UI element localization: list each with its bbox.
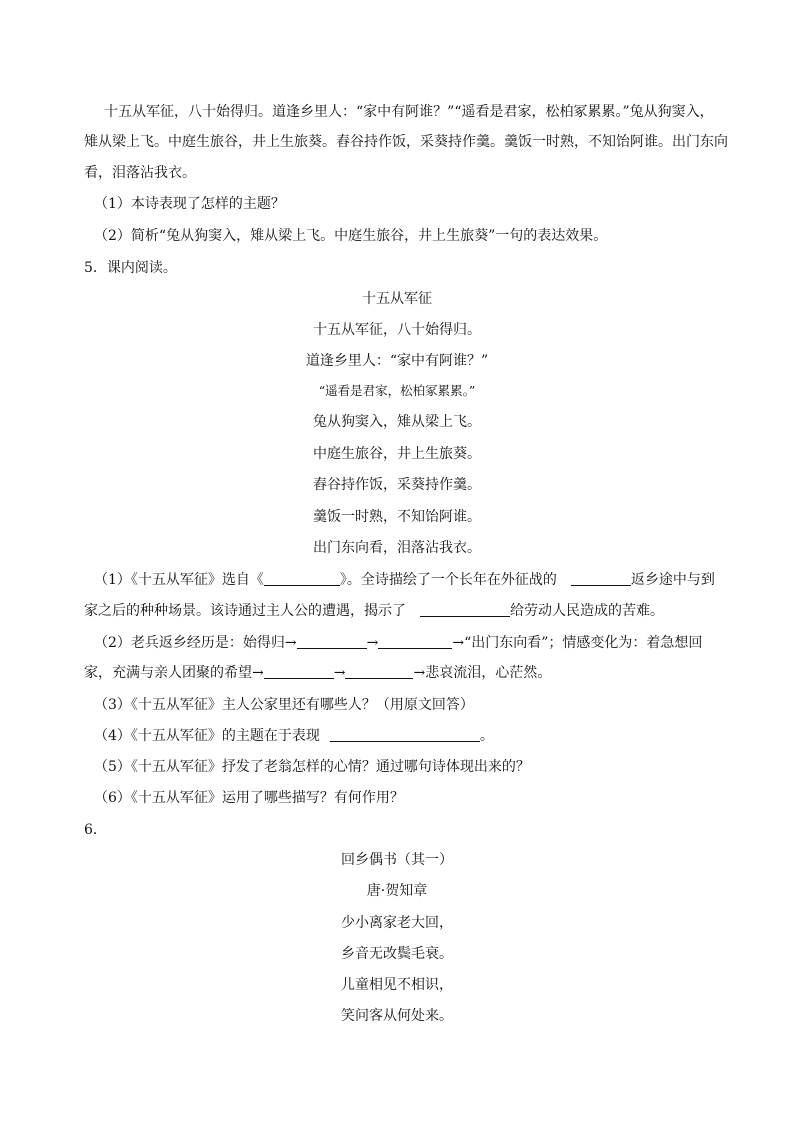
- answer-blank[interactable]: [378, 634, 452, 649]
- passage-line-2: 雉从梁上飞。中庭生旅谷，井上生旅葵。舂谷持作饭，采葵持作羹。羹饭一时熟，不知饴阿谁。出门东向: [84, 134, 728, 150]
- passage-line-1: 十五从军征，八十始得归。道逢乡里人：“家中有阿谁？”“遥看是君家，松柏冢累累。”兔从狗窦入，: [104, 104, 714, 120]
- poem-line: 出门东向看，泪落沾我衣。: [313, 540, 481, 556]
- answer-blank[interactable]: [420, 602, 510, 617]
- question-text: （4）《十五从军征》的主题在于表现: [94, 728, 320, 744]
- poem-line: 中庭生旅谷，井上生旅葵。: [313, 446, 481, 462]
- question-5-1-line-1: [94, 570, 715, 590]
- answer-blank[interactable]: [571, 571, 631, 586]
- answer-blank[interactable]: [297, 634, 367, 649]
- question-text: →“出门东向看”；情感变化为：着急想回: [452, 635, 703, 651]
- answer-blank[interactable]: [264, 664, 334, 679]
- question-5-4: [94, 726, 494, 746]
- question-text: （1）《十五从军征》选自《: [94, 572, 264, 588]
- poem-line: “遥看是君家，松柏冢累累。”: [318, 383, 476, 398]
- question-6-heading: 6．: [84, 822, 107, 838]
- poem-line: 少小离家老大回，: [341, 915, 453, 931]
- poem-line: 乡音无改鬓毛衰。: [341, 946, 453, 962]
- question-5-2-line-1: [94, 633, 702, 653]
- question-text: 》。全诗描绘了一个长年在外征战的: [339, 572, 557, 588]
- poem-title: 十五从军征: [362, 291, 432, 307]
- question-5-heading: 5．课内阅读。: [84, 260, 177, 276]
- question-text: 家，充满与亲人团聚的希望→: [84, 665, 264, 681]
- poem-line: 兔从狗窦入，雉从梁上飞。: [313, 414, 481, 430]
- passage-line-3: 看，泪落沾我衣。: [84, 165, 196, 181]
- arrow-text: →: [333, 665, 346, 681]
- poem-line: 羹饭一时熟，不知饴阿谁。: [313, 509, 481, 525]
- question-text: 返乡途中与到: [630, 572, 715, 588]
- poem-line: 道逢乡里人：“家中有阿谁？”: [305, 353, 489, 369]
- poem-line: 儿童相见不相识，: [341, 977, 453, 993]
- question-5-3: （3）《十五从军征》主人公家里还有哪些人？（用原文回答）: [94, 697, 474, 713]
- question-4-1: （1）本诗表现了怎样的主题？: [94, 196, 285, 212]
- poem-line: 舂谷持作饭，采葵持作羹。: [313, 477, 481, 493]
- question-5-2-line-2: [84, 663, 551, 683]
- poem-title: 回乡偶书（其一）: [341, 852, 453, 868]
- question-text: （2）老兵返乡经历是：始得归→: [94, 635, 297, 651]
- question-5-6: （6）《十五从军征》运用了哪些描写？有何作用？: [94, 790, 404, 806]
- question-5-5: （5）《十五从军征》抒发了老翁怎样的心情？通过哪句诗体现出来的？: [94, 759, 530, 775]
- poem-author: 唐·贺知章: [366, 883, 428, 899]
- answer-blank[interactable]: [264, 571, 340, 586]
- poem-line: 笑问客从何处来。: [341, 1008, 453, 1024]
- question-text: 家之后的种种场景。该诗通过主人公的遭遇，揭示了: [84, 603, 406, 619]
- question-text: 。: [479, 728, 494, 744]
- question-4-2: （2）简析“兔从狗窦入，雉从梁上飞。中庭生旅谷，井上生旅葵”一句的表达效果。: [94, 228, 608, 244]
- question-text: 给劳动人民造成的苦难。: [510, 603, 664, 619]
- poem-line: 十五从军征，八十始得归。: [313, 322, 481, 338]
- question-5-1-line-2: [84, 601, 664, 621]
- question-text: →悲哀流泪，心茫然。: [413, 665, 552, 681]
- answer-blank[interactable]: [345, 664, 413, 679]
- answer-blank[interactable]: [330, 727, 480, 742]
- arrow-text: →: [366, 635, 379, 651]
